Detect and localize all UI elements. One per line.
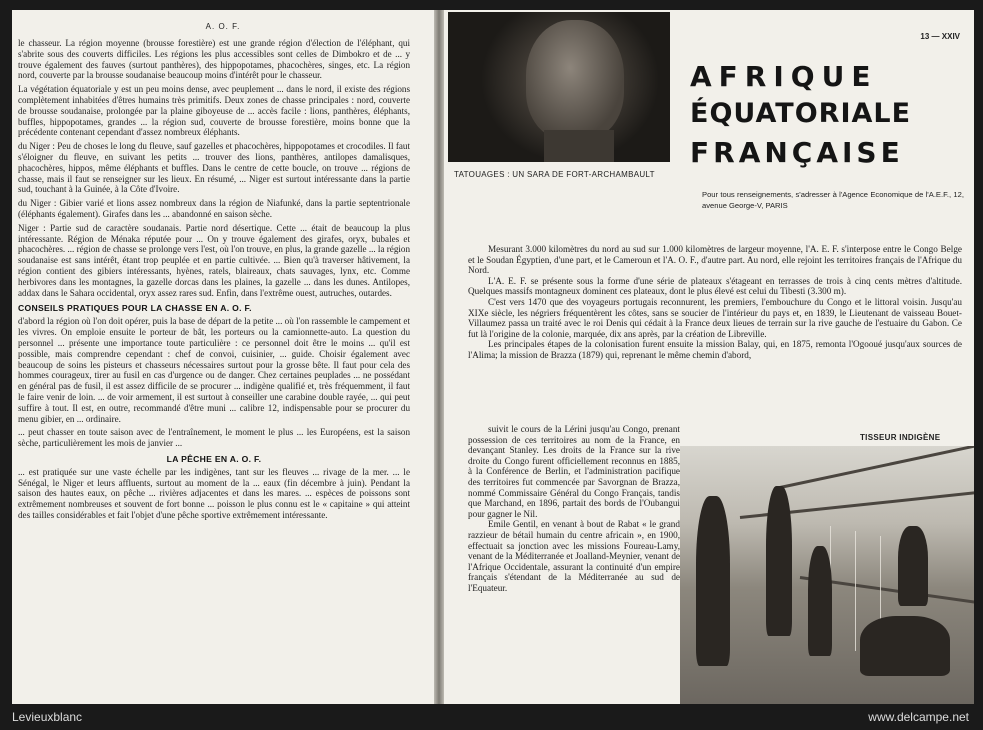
paragraph: La végétation équatoriale y est un peu moins dense, avec peuplement ... dans le nord, il existe des régions complètement inhabitées d'êtres humains très primitifs. Deux zones de chasse principales : nord, couverte de brousse soudanaise, prolongée par la plaine giboyeuse de ... accès facile : lions, panthères, éléphants, buffles, hippopotames, grandes ... la région sud, couverte de brousse forestière, moins bonne que la précédente contenant cependant d'assez nombreux éléphants. bbox=[18, 84, 410, 138]
section-heading: LA PÊCHE EN A. O. F. bbox=[166, 453, 262, 464]
loom-thread-shape bbox=[855, 531, 856, 651]
paragraph: Emile Gentil, en venant à bout de Rabat « le grand razzieur de bétail humain du centre africain », en 1900, effectuait sa jonction avec les missions Foureau-Lamy, venant de la Méditerranée et Joalland-Meynier, venant de l'Afrique Occidentale, assurant la continuité d'un empire français s'étendant de la Méditerranée au sud de l'Equateur. bbox=[468, 519, 680, 593]
running-head: A. O. F. bbox=[205, 22, 241, 31]
paragraph: du Niger : Gibier varié et lions assez nombreux dans la région de Niafunké, dans la partie septentrionale (éléphants également). Girafes dans les ... abandonné en saison sèche. bbox=[18, 198, 410, 219]
figure-shape bbox=[898, 526, 928, 606]
paragraph: Niger : Partie sud de caractère soudanais. Partie nord désertique. Cette ... était de beaucoup la plus intéressante. Région de Ménaka réputée pour ... On y trouve également des girafes, oryx, bubales et phacochères. ... région de chasse se prolonge vers l'est, où l'on trouve, en plus, la grande gazelle ... la région soudanaise est sans intérêt, étant trop peuplée et en partie cultivée. ... Bien qu'à traverser hâtivement, la région contient des gibiers intéressants, hyènes, ratels, blaireaux, chats sauvages, lynx, etc. Comme herbivores dans les montagnes, la gazelle dorcas dans les plaines, la gazelle ... dans les dunes. Antilopes, addax dans le Sahara occidental, oryx assez rares sud. Enfin, dans l'extrême ouest, autruches, outardes. bbox=[18, 222, 410, 298]
book-spine bbox=[434, 10, 444, 704]
title-line: AFRIQUE bbox=[690, 60, 878, 93]
portrait-head-shape bbox=[526, 20, 624, 140]
portrait-neck-shape bbox=[544, 130, 614, 162]
weaver-caption: TISSEUR INDIGÈNE bbox=[860, 433, 941, 442]
paragraph: L'A. E. F. se présente sous la forme d'une série de plateaux s'étageant en terrasses de trois à cinq cents mètres d'altitude. Quelques massifs montagneux dominent ces plateaux, dont le plus élevé est celui du Tibesti (3.300 m). bbox=[468, 275, 962, 297]
contact-info: Pour tous renseignements, s'adresser à l'Agence Economique de l'A.E.F., 12, avenue George-V, PARIS bbox=[702, 190, 964, 210]
left-text-column bbox=[18, 38, 410, 524]
loom-beam-shape bbox=[780, 446, 974, 489]
watermark-left: Levieuxblanc bbox=[12, 710, 83, 724]
section-heading: CONSEILS PRATIQUES POUR LA CHASSE EN A. O. F. bbox=[18, 303, 252, 314]
figure-shape bbox=[808, 546, 832, 656]
right-page bbox=[444, 10, 974, 704]
paragraph: ... est pratiquée sur une vaste échelle par les indigènes, tant sur les fleuves ... rivage de la mer. ... le Sénégal, le Niger et leurs affluents, surtout au moment de la ... eaux (fin décembre à juin). Pendant la saison des hautes eaux, on pêche ... rivières adjacentes et dans les mares. ... espèces de poissons sont extrêmement nombreuses et souvent de fort bonne ... poisson le plus connu est le « capitaine » qui atteint des tailles considérables et fait l'objet d'une pêche sportive extrêmement intéressante. bbox=[18, 466, 410, 521]
right-narrow-column bbox=[468, 424, 680, 594]
portrait-caption: TATOUAGES : UN SARA DE FORT-ARCHAMBAULT bbox=[454, 170, 655, 179]
paragraph: du Niger : Peu de choses le long du fleuve, sauf gazelles et phacochères, hippopotames et crocodiles. Il faut s'éloigner du fleuve, en suivant les petits ... trouver des lions, panthères, antilopes damalisques, phacochères, hippos, même éléphants et buffles. Dans le centre de cette boucle, on trouve ... régions de chasse, mais il faut se renseigner sur les lieux. En résumé, ... Niger est surtout intéressante dans la partie sud, touchant à la Guinée, à la Côte d'Ivoire. bbox=[18, 141, 410, 195]
paragraph: Les principales étapes de la colonisation furent ensuite la mission Balay, qui, en 1875, remonta l'Ogooué jusqu'aux sources de l'Alima; la mission de Brazza (1879) qui, reprenant le même chemin d'abord, bbox=[468, 339, 962, 360]
paragraph: d'abord la région où l'on doit opérer, puis la base de départ de la petite ... où l'on rassemble le campement et les vivres. On emploie ensuite le porteur de bât, les porteurs ou la camionnette-auto. La question du personnel ... présente une importance toute particulière : ce personnel doit être le moins ... qu'il est possible, mais comprendre cependant : chef de convoi, cuisinier, ... guide. Choisir également avec beaucoup de soins les pisteurs et chasseurs nécessaires surtout pour la grosse bête. Il faut pour cela des hommes courageux, tirer au fusil en cas d'urgence ou de danger. Chez certaines peuplades ... ne possédant en général pas de fusil, il est assez difficile de se procurer ... indigène qualifié et, très fréquemment, il faut le faire venir de loin. ... de voir armement, il est surtout à conseiller une carabine double rayée, ... qui peut suffire à tout. Il est, en outre, recommandé d'être muni ... calibre 12, indispensable pour se procurer du menu gibier, en ... ordinaire. bbox=[18, 316, 410, 424]
figure-shape bbox=[766, 486, 792, 636]
weaver-photo bbox=[680, 446, 974, 704]
paragraph: le chasseur. La région moyenne (brousse forestière) est une grande région d'élection de l'éléphant, qui s'abrite sous des couverts difficiles. Les régions les plus accessibles sont celles de Dimbokro et de ... y trouve également des fauves (surtout panthères), des hippopotames, phacochères, singes, etc. La région nord, couverte par la brousse soudanaise beaucoup moins d'intérêt pour le chasseur. bbox=[18, 38, 410, 81]
left-page bbox=[12, 10, 434, 704]
figure-shape bbox=[860, 616, 950, 676]
paragraph: ... peut chasser en toute saison avec de l'entraînement, le moment le plus ... les Européens, est la saison sèche, particulièrement les mois de janvier ... bbox=[18, 427, 410, 449]
title-line: FRANÇAISE bbox=[690, 136, 904, 169]
paragraph: C'est vers 1470 que des voyageurs portugais reconnurent, les premiers, l'embouchure du Congo et le littoral voisin. Jusqu'au XIXe siècle, les négriers fréquentèrent les côtes, sans se soucier de l'intérieur du pays et, en 1839, le Lieutenant de vaisseau Bouet-Villaumez passa un traité avec le roi Denis qui cédait à la France deux lieues de terrain sur la rive gauche de l'estuaire du Gabon. Ce fut là l'origine de la colonie, marquée, dix ans après, par la création de Libreville. bbox=[468, 296, 962, 339]
paragraph: suivit le cours de la Lérini jusqu'au Congo, prenant possession de ces territoires au nom de la France, en devançant Stanley. Les droits de la France sur la rive droite du Congo furent officiellement reconnus en 1885, à la Conférence de Berlin, et l'administration pacifique des territoires fut commencée par Savorgnan de Brazza, nommé Commissaire Général du Congo Français, tandis que Marchand, en 1896, partait des bords de l'Oubangui pour gagner le Nil. bbox=[468, 424, 680, 519]
portrait-photo bbox=[448, 12, 670, 162]
watermark-right: www.delcampe.net bbox=[868, 710, 969, 724]
right-text-column bbox=[468, 244, 962, 361]
title-line: ÉQUATORIALE bbox=[690, 98, 912, 129]
figure-shape bbox=[696, 496, 730, 666]
page-number: 13 — XXIV bbox=[920, 32, 960, 41]
paragraph: Mesurant 3.000 kilomètres du nord au sud sur 1.000 kilomètres de largeur moyenne, l'A. E. F. s'interpose entre le Congo Belge et le Soudan Égyptien, d'une part, et le Cameroun et l'A. O. F., d'autre part. Au nord, elle rejoint les territoires français de l'Afrique du Nord. bbox=[468, 244, 962, 276]
